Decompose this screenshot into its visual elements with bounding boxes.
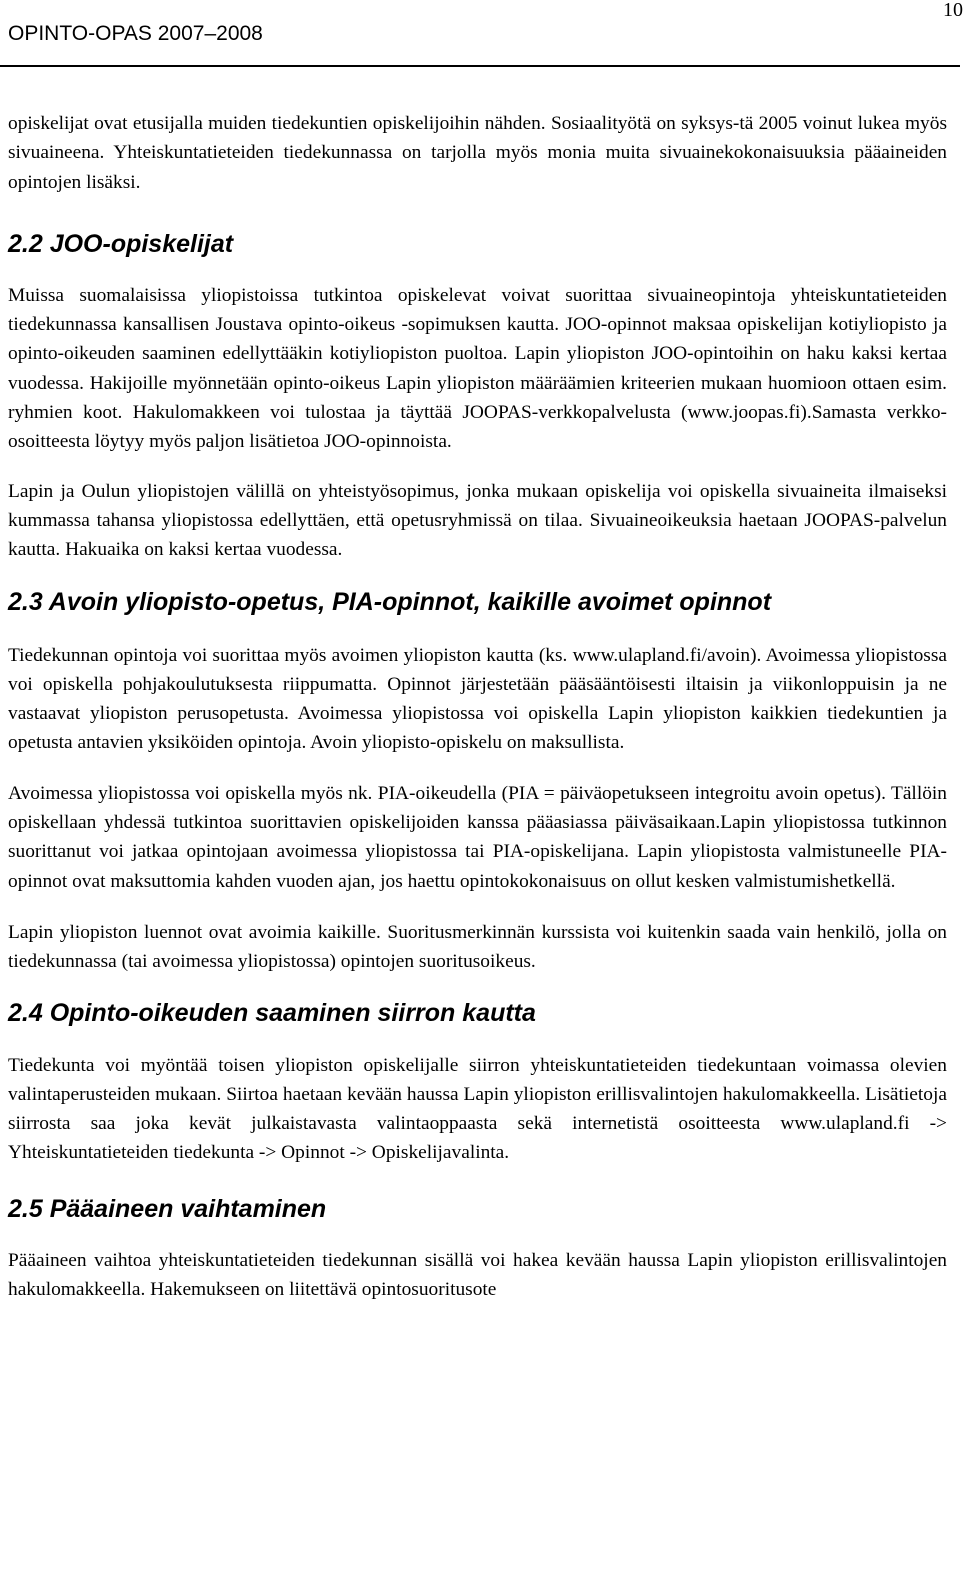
- intro-paragraph: opiskelijat ovat etusijalla muiden tiedekuntien opiskelijoihin nähden. Sosiaalityötä on syksys-tä 2005 voinut lukea myös sivuaineena. Yhteiskuntatieteiden tiedekunnassa on tarjolla myös monia muita sivuainekokonaisuuksia pääaineiden opintojen lisäksi.: [8, 113, 947, 193]
- section-heading-paaaine: 2.5 Pääaineen vaihtaminen: [8, 1194, 327, 1223]
- section-heading-avoin: 2.3 Avoin yliopisto-opetus, PIA-opinnot, kaikille avoimet opinnot: [8, 587, 772, 616]
- page-content: [8, 109, 947, 1304]
- header-title: OPINTO-OPAS 2007–2008: [8, 22, 263, 45]
- joo-paragraph: Muissa suomalaisissa yliopistoissa tutkintoa opiskelevat voivat suorittaa sivuaineopintoja yhteiskuntatieteiden tiedekunnassa kansallisen Joustava opinto-oikeus -sopimuksen kautta. JOO-opinnot maksaa opiskelijan kotiyliopisto ja opinto-oikeuden saaminen edellyttääkin kotiyliopiston puoltoa. Lapin yliopiston JOO-opintoihin on haku kaksi kertaa vuodessa. Hakijoille myönnetään opinto-oikeus Lapin yliopiston määräämien kriteerien mukaan huomioon ottaen esim. ryhmien koot. Hakulomakkeen voi tulostaa ja täyttää JOOPAS-verkkopalvelusta (www.joopas.fi).Samasta verkko-osoitteesta löytyy myös paljon lisätietoa JOO-opinnoista.: [8, 284, 947, 453]
- joo-paragraph: Lapin ja Oulun yliopistojen välillä on yhteistyösopimus, jonka mukaan opiskelija voi opiskella sivuaineita ilmaiseksi kummassa tahansa yliopistossa edellyttäen, että opetusryhmissä on tilaa. Sivuaineoikeuksia haetaan JOOPAS-palvelun kautta. Hakuaika on kaksi kertaa vuodessa.: [8, 480, 947, 561]
- avoin-paragraph: Avoimessa yliopistossa voi opiskella myös nk. PIA-oikeudella (PIA = päiväopetukseen integroitu avoin opetus). Tällöin opiskellaan yhdessä tutkintoa suorittavien opiskelijoiden kanssa pääasiassa päiväsaikaan.Lapin yliopistossa tutkinnon suorittanut voi jatkaa opintojaan avoimessa yliopistossa tai PIA-opiskelijana. Lapin yliopistosta valmistuneelle PIA-opinnot ovat maksuttomia kahden vuoden ajan, jos haettu opintokokonaisuus on ollut kesken valmistumishetkellä.: [8, 782, 947, 892]
- header-rule: [0, 65, 960, 67]
- siirto-paragraph: Tiedekunta voi myöntää toisen yliopiston opiskelijalle siirron yhteiskuntatieteiden tiedekuntaan voimassa olevien valintaperusteiden mukaan. Siirtoa haetaan kevään haussa Lapin yliopiston erillisvalintojen hakulomakkeella. Lisätietoja siirrosta saa joka kevät julkaistavasta valintaoppaasta sekä internetistä osoitteesta www.ulapland.fi -> Yhteiskuntatieteiden tiedekunta -> Opinnot -> Opiskelijavalinta.: [8, 1054, 947, 1164]
- avoin-paragraph: Tiedekunnan opintoja voi suorittaa myös avoimen yliopiston kautta (ks. www.ulapland.fi/avoin). Avoimessa yliopistossa voi opiskella pohjakoulutuksesta riippumatta. Opinnot järjestetään pääsääntöisesti iltaisin ja viikonloppuisin ja ne vastaavat yliopiston perusopetusta. Avoimessa yliopistossa voi opiskella Lapin yliopiston kaikkien tiedekuntien ja opetusta antavien yksiköiden opintoja. Avoin yliopisto-opiskelu on maksullista.: [8, 644, 947, 754]
- paaaine-paragraph: Pääaineen vaihtoa yhteiskuntatieteiden tiedekunnan sisällä voi hakea kevään haussa Lapin yliopiston erillisvalintojen hakulomakkeella. Hakemukseen on liitettävä opintosuoritusote: [8, 1249, 947, 1301]
- section-heading-siirto: 2.4 Opinto-oikeuden saaminen siirron kautta: [8, 998, 536, 1027]
- section-heading-joo: 2.2 JOO-opiskelijat: [8, 229, 234, 258]
- avoin-paragraph: Lapin yliopiston luennot ovat avoimia kaikille. Suoritusmerkinnän kurssista voi kuitenkin saada vain henkilö, jolla on tiedekunnassa (tai avoimessa yliopistossa) opintojen suoritusoikeus.: [8, 921, 947, 973]
- page-header: [0, 0, 963, 72]
- page-number: 10: [943, 0, 963, 21]
